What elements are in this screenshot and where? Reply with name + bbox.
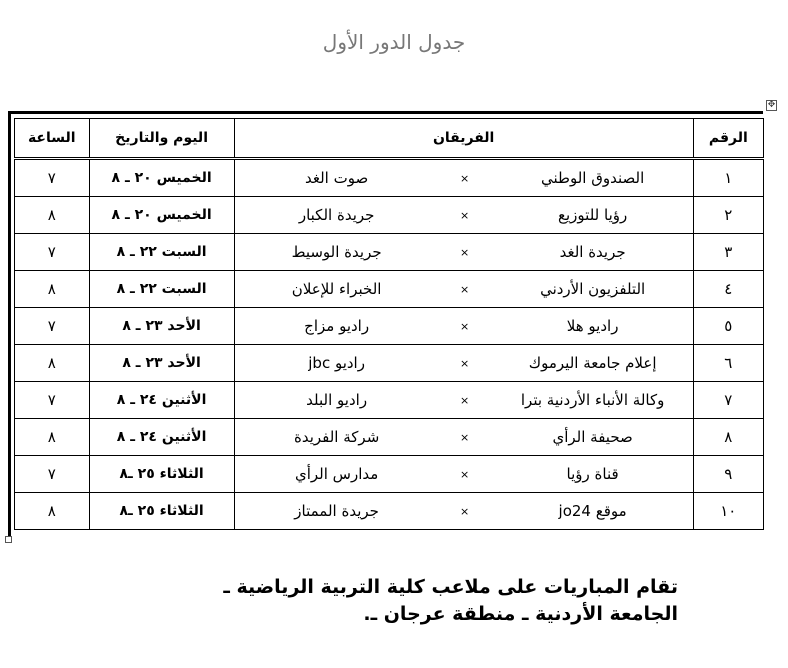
- match-hour: ٧: [15, 234, 90, 271]
- match-number: ٧: [693, 382, 763, 419]
- table-row: [15, 382, 764, 419]
- header-hour: الساعة: [15, 119, 90, 159]
- match-hour: ٨: [15, 419, 90, 456]
- match-hour: ٧: [15, 308, 90, 345]
- versus-icon: ×: [460, 393, 470, 407]
- match-hour: ٧: [15, 382, 90, 419]
- match-teams-cell: [234, 234, 693, 271]
- page-title: جدول الدور الأول: [322, 30, 466, 54]
- match-date: الأحد ٢٣ ـ ٨: [89, 345, 234, 382]
- team-b: مدارس الرأي: [294, 465, 379, 483]
- team-b: صوت الغد: [305, 169, 369, 187]
- match-number: ٩: [693, 456, 763, 493]
- match-number: ٨: [693, 419, 763, 456]
- team-a: جريدة الغد: [559, 243, 626, 261]
- match-hour: ٧: [15, 456, 90, 493]
- team-b: راديو البلد: [306, 391, 368, 409]
- match-number: ٣: [693, 234, 763, 271]
- versus-icon: ×: [460, 282, 470, 296]
- match-number: ٢: [693, 197, 763, 234]
- match-hour: ٧: [15, 159, 90, 197]
- match-date: الخميس ٢٠ ـ ٨: [89, 197, 234, 234]
- versus-icon: ×: [460, 430, 470, 444]
- match-date: الأثنين ٢٤ ـ ٨: [89, 419, 234, 456]
- versus-icon: ×: [460, 245, 470, 259]
- match-date: الأثنين ٢٤ ـ ٨: [89, 382, 234, 419]
- header-date: اليوم والتاريخ: [89, 119, 234, 159]
- match-number: ١: [693, 159, 763, 197]
- team-b: الخبراء للإعلان: [291, 280, 382, 298]
- versus-icon: ×: [460, 319, 470, 333]
- match-hour: ٨: [15, 197, 90, 234]
- table-row: [15, 271, 764, 308]
- venue-note: تقام المباريات على ملاعب كلية التربية الرياضية ـ الجامعة الأردنية ـ منطقة عرجان ـ.: [223, 576, 678, 625]
- match-number: ٤: [693, 271, 763, 308]
- match-date: الخميس ٢٠ ـ ٨: [89, 159, 234, 197]
- match-date: الثلاثاء ٢٥ ـ٨: [89, 456, 234, 493]
- team-b: جريدة الكبار: [298, 206, 375, 224]
- team-a: راديو هلا: [566, 317, 619, 335]
- team-b: جريدة الوسيط: [291, 243, 382, 261]
- match-hour: ٨: [15, 345, 90, 382]
- team-a: وكالة الأنباء الأردنية بترا: [520, 391, 665, 409]
- team-a: موقع jo24: [558, 502, 627, 520]
- versus-icon: ×: [460, 467, 470, 481]
- match-date: الأحد ٢٣ ـ ٨: [89, 308, 234, 345]
- match-teams-cell: [234, 419, 693, 456]
- versus-icon: ×: [460, 208, 470, 222]
- match-number: ٥: [693, 308, 763, 345]
- match-teams-cell: [234, 271, 693, 308]
- table-move-handle-icon[interactable]: ✥: [767, 100, 776, 110]
- table-row: [15, 345, 764, 382]
- versus-icon: ×: [460, 504, 470, 518]
- team-a: الصندوق الوطني: [541, 169, 645, 187]
- team-b: راديو jbc: [308, 354, 365, 372]
- match-teams-cell: [234, 493, 693, 530]
- table-row: [15, 419, 764, 456]
- table-resize-handle[interactable]: [5, 536, 12, 543]
- team-b: راديو مزاج: [304, 317, 370, 335]
- match-number: ٦: [693, 345, 763, 382]
- table-row: [15, 308, 764, 345]
- match-teams-cell: [234, 197, 693, 234]
- match-hour: ٨: [15, 493, 90, 530]
- table-row: [15, 234, 764, 271]
- match-teams-cell: [234, 345, 693, 382]
- team-b: شركة الفريدة: [293, 428, 380, 446]
- match-teams-cell: [234, 159, 693, 197]
- team-a: التلفزيون الأردني: [540, 280, 646, 298]
- table-row: [15, 197, 764, 234]
- team-a: إعلام جامعة اليرموك: [528, 354, 657, 372]
- match-date: السبت ٢٢ ـ ٨: [89, 234, 234, 271]
- header-number: الرقم: [693, 119, 763, 159]
- match-number: ١٠: [693, 493, 763, 530]
- schedule-table: [14, 118, 764, 530]
- match-teams-cell: [234, 456, 693, 493]
- header-teams: الفريقان: [234, 119, 693, 159]
- match-teams-cell: [234, 382, 693, 419]
- table-row: [15, 456, 764, 493]
- table-header-row: [15, 119, 764, 159]
- team-a: قناة رؤيا: [566, 465, 619, 483]
- versus-icon: ×: [460, 171, 470, 185]
- match-date: السبت ٢٢ ـ ٨: [89, 271, 234, 308]
- versus-icon: ×: [460, 356, 470, 370]
- team-a: رؤيا للتوزيع: [558, 206, 628, 224]
- table-row: [15, 493, 764, 530]
- team-b: جريدة الممتاز: [294, 502, 379, 520]
- match-hour: ٨: [15, 271, 90, 308]
- team-a: صحيفة الرأي: [552, 428, 633, 446]
- match-teams-cell: [234, 308, 693, 345]
- table-row: [15, 159, 764, 197]
- match-date: الثلاثاء ٢٥ ـ٨: [89, 493, 234, 530]
